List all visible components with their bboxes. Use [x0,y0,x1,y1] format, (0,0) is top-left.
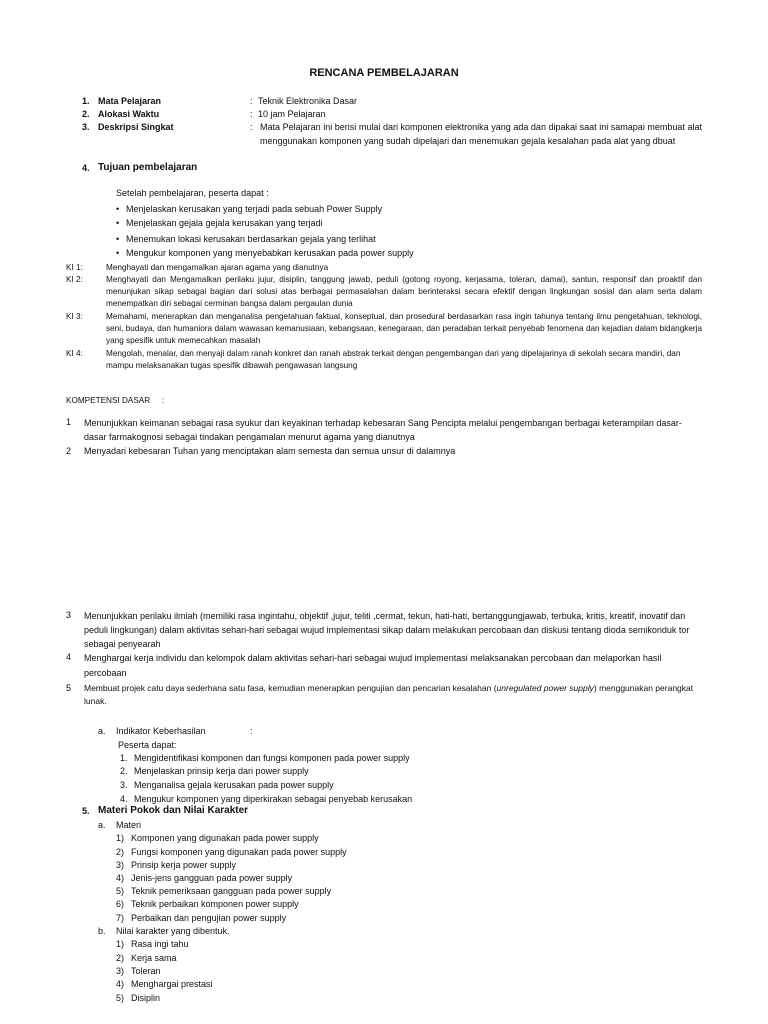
indicators-letter: a. [98,726,106,736]
identity-label-time: Alokasi Waktu [98,109,160,119]
identity-sep: : [250,109,253,119]
character-num: 1) [116,939,125,949]
kd-text: Menunjukkan perilaku ilmiah (memiliki rasa ingintahu, objektif ,jujur, teliti ,cermat, tekun, hati-hati, bertanggungjawab, terbuka, kritis, kreatif, inovatif dan peduli lingkungan) dalam aktivitas sehari-hari sebagai wujud implementasi sikap dalam melakukan percobaan dan diskusi tentang dioda semikonduk tor sebagai penyearah [84,611,690,649]
page-title: RENCANA PEMBELAJARAN [309,67,459,79]
material-item: Teknik perbaikan komponen power supply [131,899,299,909]
ki-text: Mengolah, menalar, dan menyaji dalam ranah konkret dan ranah abstrak terkait dengan pengembangan dari yang dipelajarinya di sekolah secara mandiri, dan mampu melaksanakan tugas spesifik dibawah pengawasan langsung [106,349,681,370]
materials-heading: Materi Pokok dan Nilai Karakter [98,805,249,816]
identity-value-subject: Teknik Elektronika Dasar [258,96,358,106]
materials-a-label: Materi [116,820,142,830]
indicator-num: 1. [120,753,128,763]
bullet-icon: • [116,248,120,258]
character-item: Toleran [131,966,161,976]
indicator-num: 2. [120,766,128,776]
materials-b-letter: b. [98,926,106,936]
material-item: Perbaikan dan pengujian power supply [131,913,287,923]
material-num: 2) [116,847,125,857]
kd-num: 4 [66,652,72,662]
material-num: 1) [116,833,125,843]
material-item: Teknik pemeriksaan gangguan pada power supply [131,886,332,896]
kd-text: Menunjukkan keimanan sebagai rasa syukur dan keyakinan terhadap kebesaran Sang Pencipta melalui pengembangan berbagai keterampilan dasar-dasar farmakognosi sebagai tindakan pengamalan menurut agama yang dianutnya [84,418,682,442]
ki-label: KI 3: [66,312,83,321]
kd-text-italic: unregulated power supply [496,683,594,693]
materials-a-letter: a. [98,820,106,830]
character-item: Menghargai prestasi [131,979,213,989]
identity-label-subject: Mata Pelajaran [98,96,162,106]
indicators-intro: Peserta dapat: [118,740,177,750]
identity-sep: : [250,96,253,106]
indicator-item: Menjelaskan prinsip kerja dari power supply [134,766,309,776]
ki-label: KI 2: [66,275,83,284]
identity-label-description: Deskripsi Singkat [98,122,174,132]
material-item: Prinsip kerja power supply [131,860,237,870]
objective-item: Menemukan lokasi kerusakan berdasarkan gejala yang terlihat [126,234,376,244]
character-num: 5) [116,993,125,1003]
bullet-icon: • [116,204,120,214]
bullet-icon: • [116,218,120,228]
identity-num: 1. [82,96,90,106]
kd-num: 3 [66,610,72,620]
indicators-heading: Indikator Keberhasilan [116,726,206,736]
character-num: 2) [116,953,125,963]
ki-label: KI 4: [66,349,83,358]
objective-item: Menjelaskan gejala gejala kerusakan yang terjadi [126,218,323,228]
bullet-icon: • [116,234,120,244]
kd-sep: : [162,396,165,405]
kd-text: Menyadari kebesaran Tuhan yang menciptakan alam semesta dan semua unsur di dalamnya [84,446,456,456]
objectives-heading: Tujuan pembelajaran [98,162,198,173]
kd-text: Menghargai kerja individu dan kelompok dalam aktivitas sehari-hari sebagai wujud implementasi melaksanakan percobaan dan melaporkan hasil percobaan [84,653,662,678]
character-item: Disiplin [131,993,161,1003]
character-item: Rasa ingi tahu [131,939,189,949]
material-num: 6) [116,899,125,909]
material-num: 5) [116,886,125,896]
ki-text: Menghayati dan mengamalkan ajaran agama yang dianutnya [106,263,329,272]
material-num: 4) [116,873,125,883]
kd-num: 5 [66,683,72,693]
character-item: Kerja sama [131,953,177,963]
objective-item: Mengukur komponen yang menyebabkan kerusakan pada power supply [126,248,414,258]
material-item: Komponen yang digunakan pada power supply [131,833,319,843]
kd-num: 2 [66,446,72,456]
indicator-item: Mengidentifikasi komponen dan fungsi komponen pada power supply [134,753,410,763]
materials-b-label: Nilai karakter yang dibentuk. [116,926,230,936]
ki-label: KI 1: [66,263,83,272]
character-num: 4) [116,979,125,989]
kd-text-part: ) menggunakan perangkat lunak. [84,683,694,706]
kd-num: 1 [66,417,72,427]
identity-num: 3. [82,122,90,132]
material-item: Fungsi komponen yang digunakan pada power supply [131,847,347,857]
indicators-sep: : [250,726,253,736]
character-num: 3) [116,966,125,976]
kd-heading: KOMPETENSI DASAR [66,396,151,405]
ki-text: Menghayati dan Mengamalkan perilaku jujur, disiplin, tanggung jawab, peduli (gotong royong, kerjasama, toleran, damai), santun, responsif dan proaktif dan menunjukan sikap sebagai bagian dari solusi atas berbagai permasalahan dalam berinteraksi secara efektif dengan lingkungan sosial dan alam serta dalam menempatkan diri sebagai cerminan bangsa dalam pergaulan dunia [106,275,702,308]
objective-item: Menjelaskan kerusakan yang terjadi pada sebuah Power Supply [126,204,383,214]
identity-value-description: Mata Pelajaran ini berisi mulai dari komponen elektronika yang ada dan dipakai saat ini samapai membuat alat menggunakan komponen yang sudah dipelajari dan menemukan gejala kesalahan pada alat yang dbuat [260,122,702,146]
material-num: 7) [116,913,125,923]
material-item: Jenis-jens gangguan pada power supply [131,873,293,883]
identity-num: 2. [82,109,90,119]
kd-text [84,682,706,708]
identity-value-time: 10 jam Pelajaran [258,109,326,119]
indicator-num: 3. [120,780,128,790]
material-num: 3) [116,860,125,870]
objectives-intro: Setelah pembelajaran, peserta dapat : [116,188,269,198]
indicator-item: Mengukur komponen yang diperkirakan sebagai penyebab kerusakan [134,794,413,804]
kd-text-part: Membuat projek catu daya sederhana satu fasa, kemudian menerapkan pengujian dan pencarian kesalahan ( [84,683,497,693]
identity-sep: : [250,122,253,132]
materials-num: 5. [82,806,90,816]
indicator-num: 4. [120,794,128,804]
objectives-num: 4. [82,163,90,173]
indicator-item: Menganalisa gejala kerusakan pada power supply [134,780,334,790]
ki-text: Memahami, menerapkan dan menganalisa pengetahuan faktual, konseptual, dan prosedural berdasarkan rasa ingin tahunya tentang ilmu pengetahuan, teknologi, seni, budaya, dan humaniora dalam wawasan kemanusiaan, kebangsaan, kenegaraan, dan peradaban terkait penyebab fenomena dan kejadian dalam bidangkerja yang spesifik untuk memecahkan masalah [106,312,702,345]
